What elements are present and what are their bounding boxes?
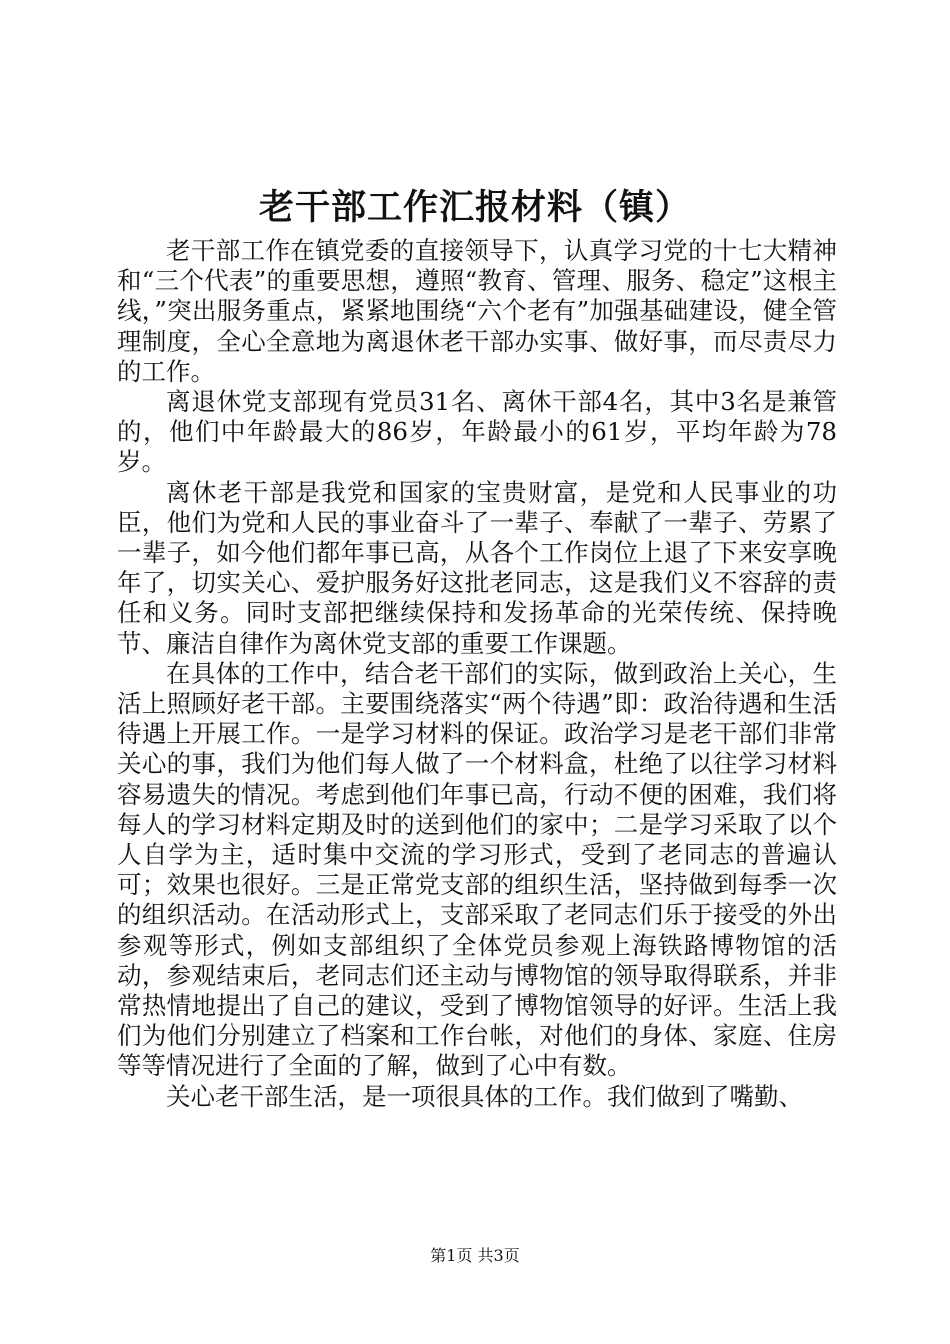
- page-number-footer: 第1页 共3页: [430, 1246, 520, 1265]
- paragraph: 关心老干部生活，是一项很具体的工作。我们做到了嘴勤、: [166, 1081, 803, 1111]
- document-title: 老干部工作汇报材料（镇）: [258, 187, 691, 228]
- paragraph: 在具体的工作中，结合老干部们的实际，做到政治上关心，生活上照顾好老干部。主要围绕落实“两个待遇”即：政治待遇和生活待遇上开展工作。一是学习材料的保证。政治学习是老干部们非常关心的事，我们为他们每人做了一个材料盒，杜绝了以往学习材料容易遗失的情况。考虑到他们年事已高，行动不便的困难，我们将每人的学习材料定期及时的送到他们的家中；二是学习采取了以个人自学为主，适时集中交流的学习形式，受到了老同志的普遍认可；效果也很好。三是正常党支部的组织生活，坚持做到每季一次的组织活动。在活动形式上，支部采取了老同志们乐于接受的外出参观等形式，例如支部组织了全体党员参观上海铁路博物馆的活动，参观结束后，老同志们还主动与博物馆的领导取得联系，并非常热情地提出了自己的建议，受到了博物馆领导的好评。生活上我们为他们分别建立了档案和工作台帐，对他们的身体、家庭、住房等等情况进行了全面的了解，做到了心中有数。: [117, 658, 837, 1081]
- document-body: [117, 236, 837, 1112]
- paragraph: 离退休党支部现有党员31名、离休干部4名，其中3名是兼管的，他们中年龄最大的86岁，年龄最小的61岁，平均年龄为78岁。: [117, 387, 837, 477]
- paragraph: 老干部工作在镇党委的直接领导下，认真学习党的十七大精神和“三个代表”的重要思想，遵照“教育、管理、服务、稳定”这根主线，”突出服务重点，紧紧地围绕“六个老有”加强基础建设，健全管理制度，全心全意地为离退休老干部办实事、做好事，而尽责尽力的工作。: [117, 236, 837, 386]
- paragraph: 离休老干部是我党和国家的宝贵财富，是党和人民事业的功臣，他们为党和人民的事业奋斗了一辈子、奉献了一辈子、劳累了一辈子，如今他们都年事已高，从各个工作岗位上退了下来安享晚年了，切实关心、爱护服务好这批老同志，这是我们义不容辞的责任和义务。同时支部把继续保持和发扬革命的光荣传统、保持晚节、廉洁自律作为离休党支部的重要工作课题。: [117, 477, 837, 658]
